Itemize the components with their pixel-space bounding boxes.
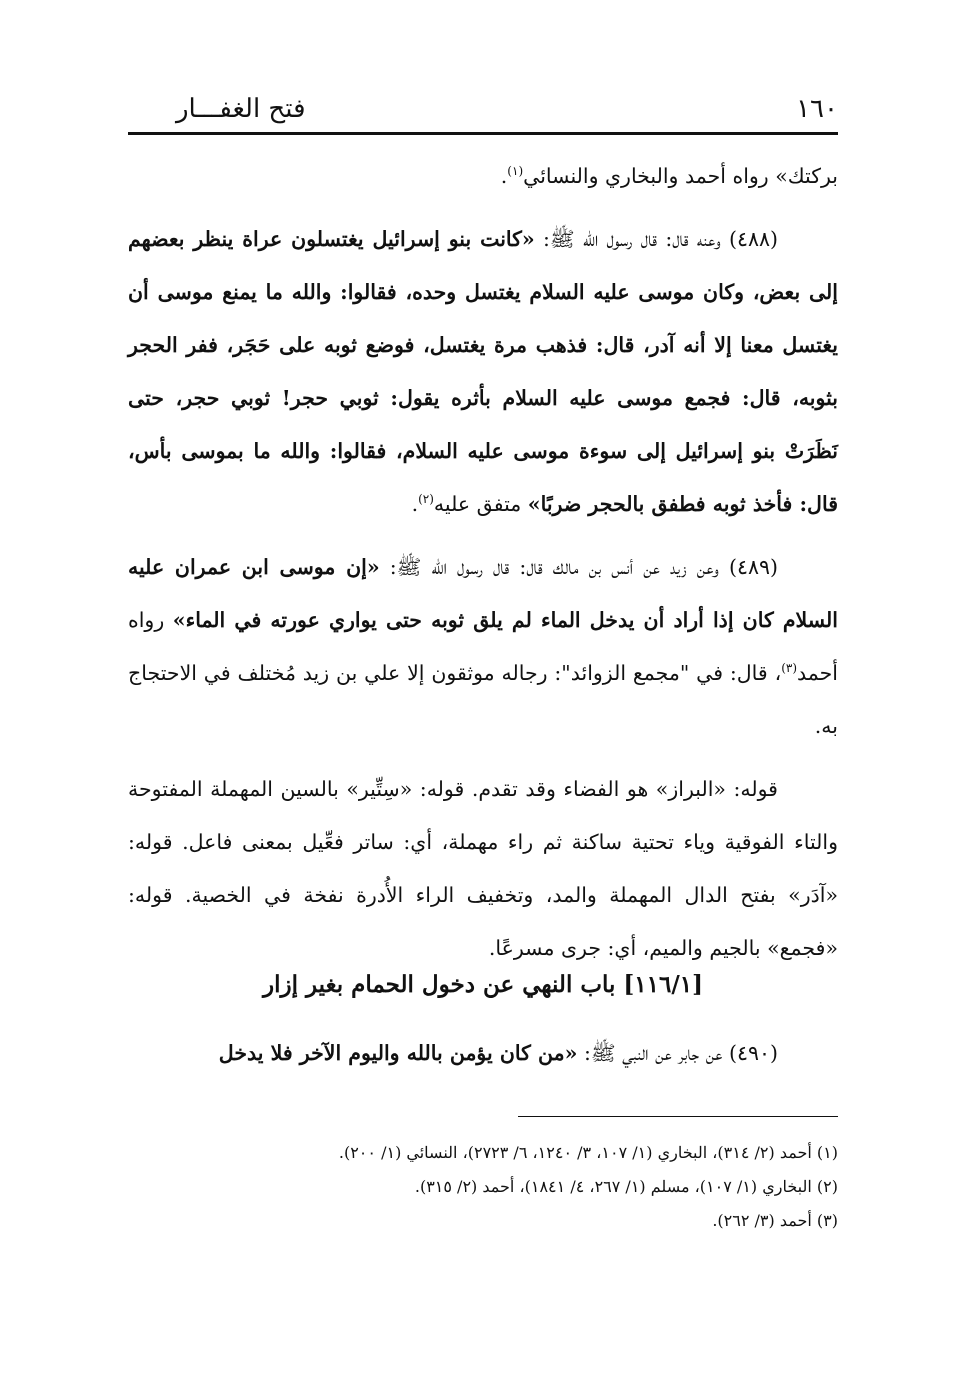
hadith-source: متفق عليه xyxy=(433,492,528,516)
hadith-comment: ، قال: في "مجمع الزوائد": رجاله موثقون إلا علي بن زيد مُختلف في الاحتجاج به. xyxy=(128,661,838,738)
footnote-ref-1: (١) xyxy=(507,164,524,179)
main-text xyxy=(128,150,838,975)
hadith-intro: وعن زيد عن أنس بن مالك قال: قال رسول الله ﷺ: xyxy=(379,555,729,579)
sentence-end: . xyxy=(500,164,508,188)
section-heading: [١١٦/١] باب النهي عن دخول الحمام بغير إزار xyxy=(262,971,704,998)
hadith-intro: وعنه قال: قال رسول الله ﷺ: xyxy=(534,227,729,251)
footnote-3: (٣) أحمد (٣/ ٢٦٢). xyxy=(712,1211,838,1230)
hadith-intro: عن جابر عن النبي ﷺ: xyxy=(577,1041,729,1065)
hadith-number: (٤٨٨) xyxy=(728,227,778,251)
page-header xyxy=(128,88,838,135)
hadith-source: رواه أحمد xyxy=(128,608,838,685)
footnote-1: (١) أحمد (٢/ ٣١٤)، البخاري (١/ ١٠٧، ٣/ ١٢٤٠، ٦/ ٢٧٢٣)، النسائي (١/ ٢٠٠). xyxy=(338,1143,838,1162)
footnote-ref-2: (٢) xyxy=(418,492,434,507)
running-title: فتح الغفـــار xyxy=(176,94,306,124)
footnotes xyxy=(128,1136,838,1238)
hadith-text: «إن موسى ابن عمران عليه السلام كان إذا أراد أن يدخل الماء لم يلق ثوبه حتى يواري عورته في الماء» xyxy=(128,555,838,632)
sentence-end: . xyxy=(411,492,419,516)
footnote-2: (٢) البخاري (١/ ١٠٧)، مسلم (١/ ٢٦٧، ٤/ ١٨٤١)، أحمد (٢/ ٣١٥). xyxy=(414,1177,838,1196)
hadith-text: «كانت بنو إسرائيل يغتسلون عراة ينظر بعضهم إلى بعض، وكان موسى عليه السلام يغتسل وحده، فقالوا: والله ما يمنع موسى أن يغتسل معنا إلا أنه آدر، قال: فذهب مرة يغتسل، فوضع ثوبه على حَجَر، ففر الحجر بثوبه، قال: فجمع موسى عليه السلام بأثره يقول: ثوبي حجر! ثوبي حجر، حتى نَظَرَتْ بنو إسرائيل إلى سوءة موسى عليه السلام، فقالوا: والله ما بموسى بأس، قال: فأخذ ثوبه فطفق بالحجر ضربًا» xyxy=(128,227,838,516)
commentary-paragraph: قوله: «البراز» هو الفضاء وقد تقدم. قوله: «سِتِّير» بالسين المهملة المفتوحة والتاء الفوقية وياء تحتية ساكنة ثم راء مهملة، أي: ساتر فعِّيل بمعنى فاعل. قوله: «آدَر» بفتح الدال المهملة والمد، وتخفيف الراء الأُدرة نفخة في الخصية. قوله: «فجمع» بالجيم والميم، أي: جرى مسرعًا. xyxy=(128,777,838,960)
continuation-text: بركتك» رواه أحمد والبخاري والنسائي xyxy=(523,164,838,188)
hadith-490 xyxy=(128,1028,838,1078)
hadith-488 xyxy=(128,213,838,531)
hadith-number: (٤٨٩) xyxy=(728,555,778,579)
hadith-489 xyxy=(128,541,838,753)
footnote-divider xyxy=(518,1116,838,1117)
hadith-text: «من كان يؤمن بالله واليوم الآخر فلا يدخل xyxy=(218,1041,578,1065)
page-number: ١٦٠ xyxy=(796,94,838,124)
hadith-number: (٤٩٠) xyxy=(728,1041,778,1065)
footnote-ref-3: (٣) xyxy=(781,661,798,676)
paragraph-continuation xyxy=(128,150,838,203)
